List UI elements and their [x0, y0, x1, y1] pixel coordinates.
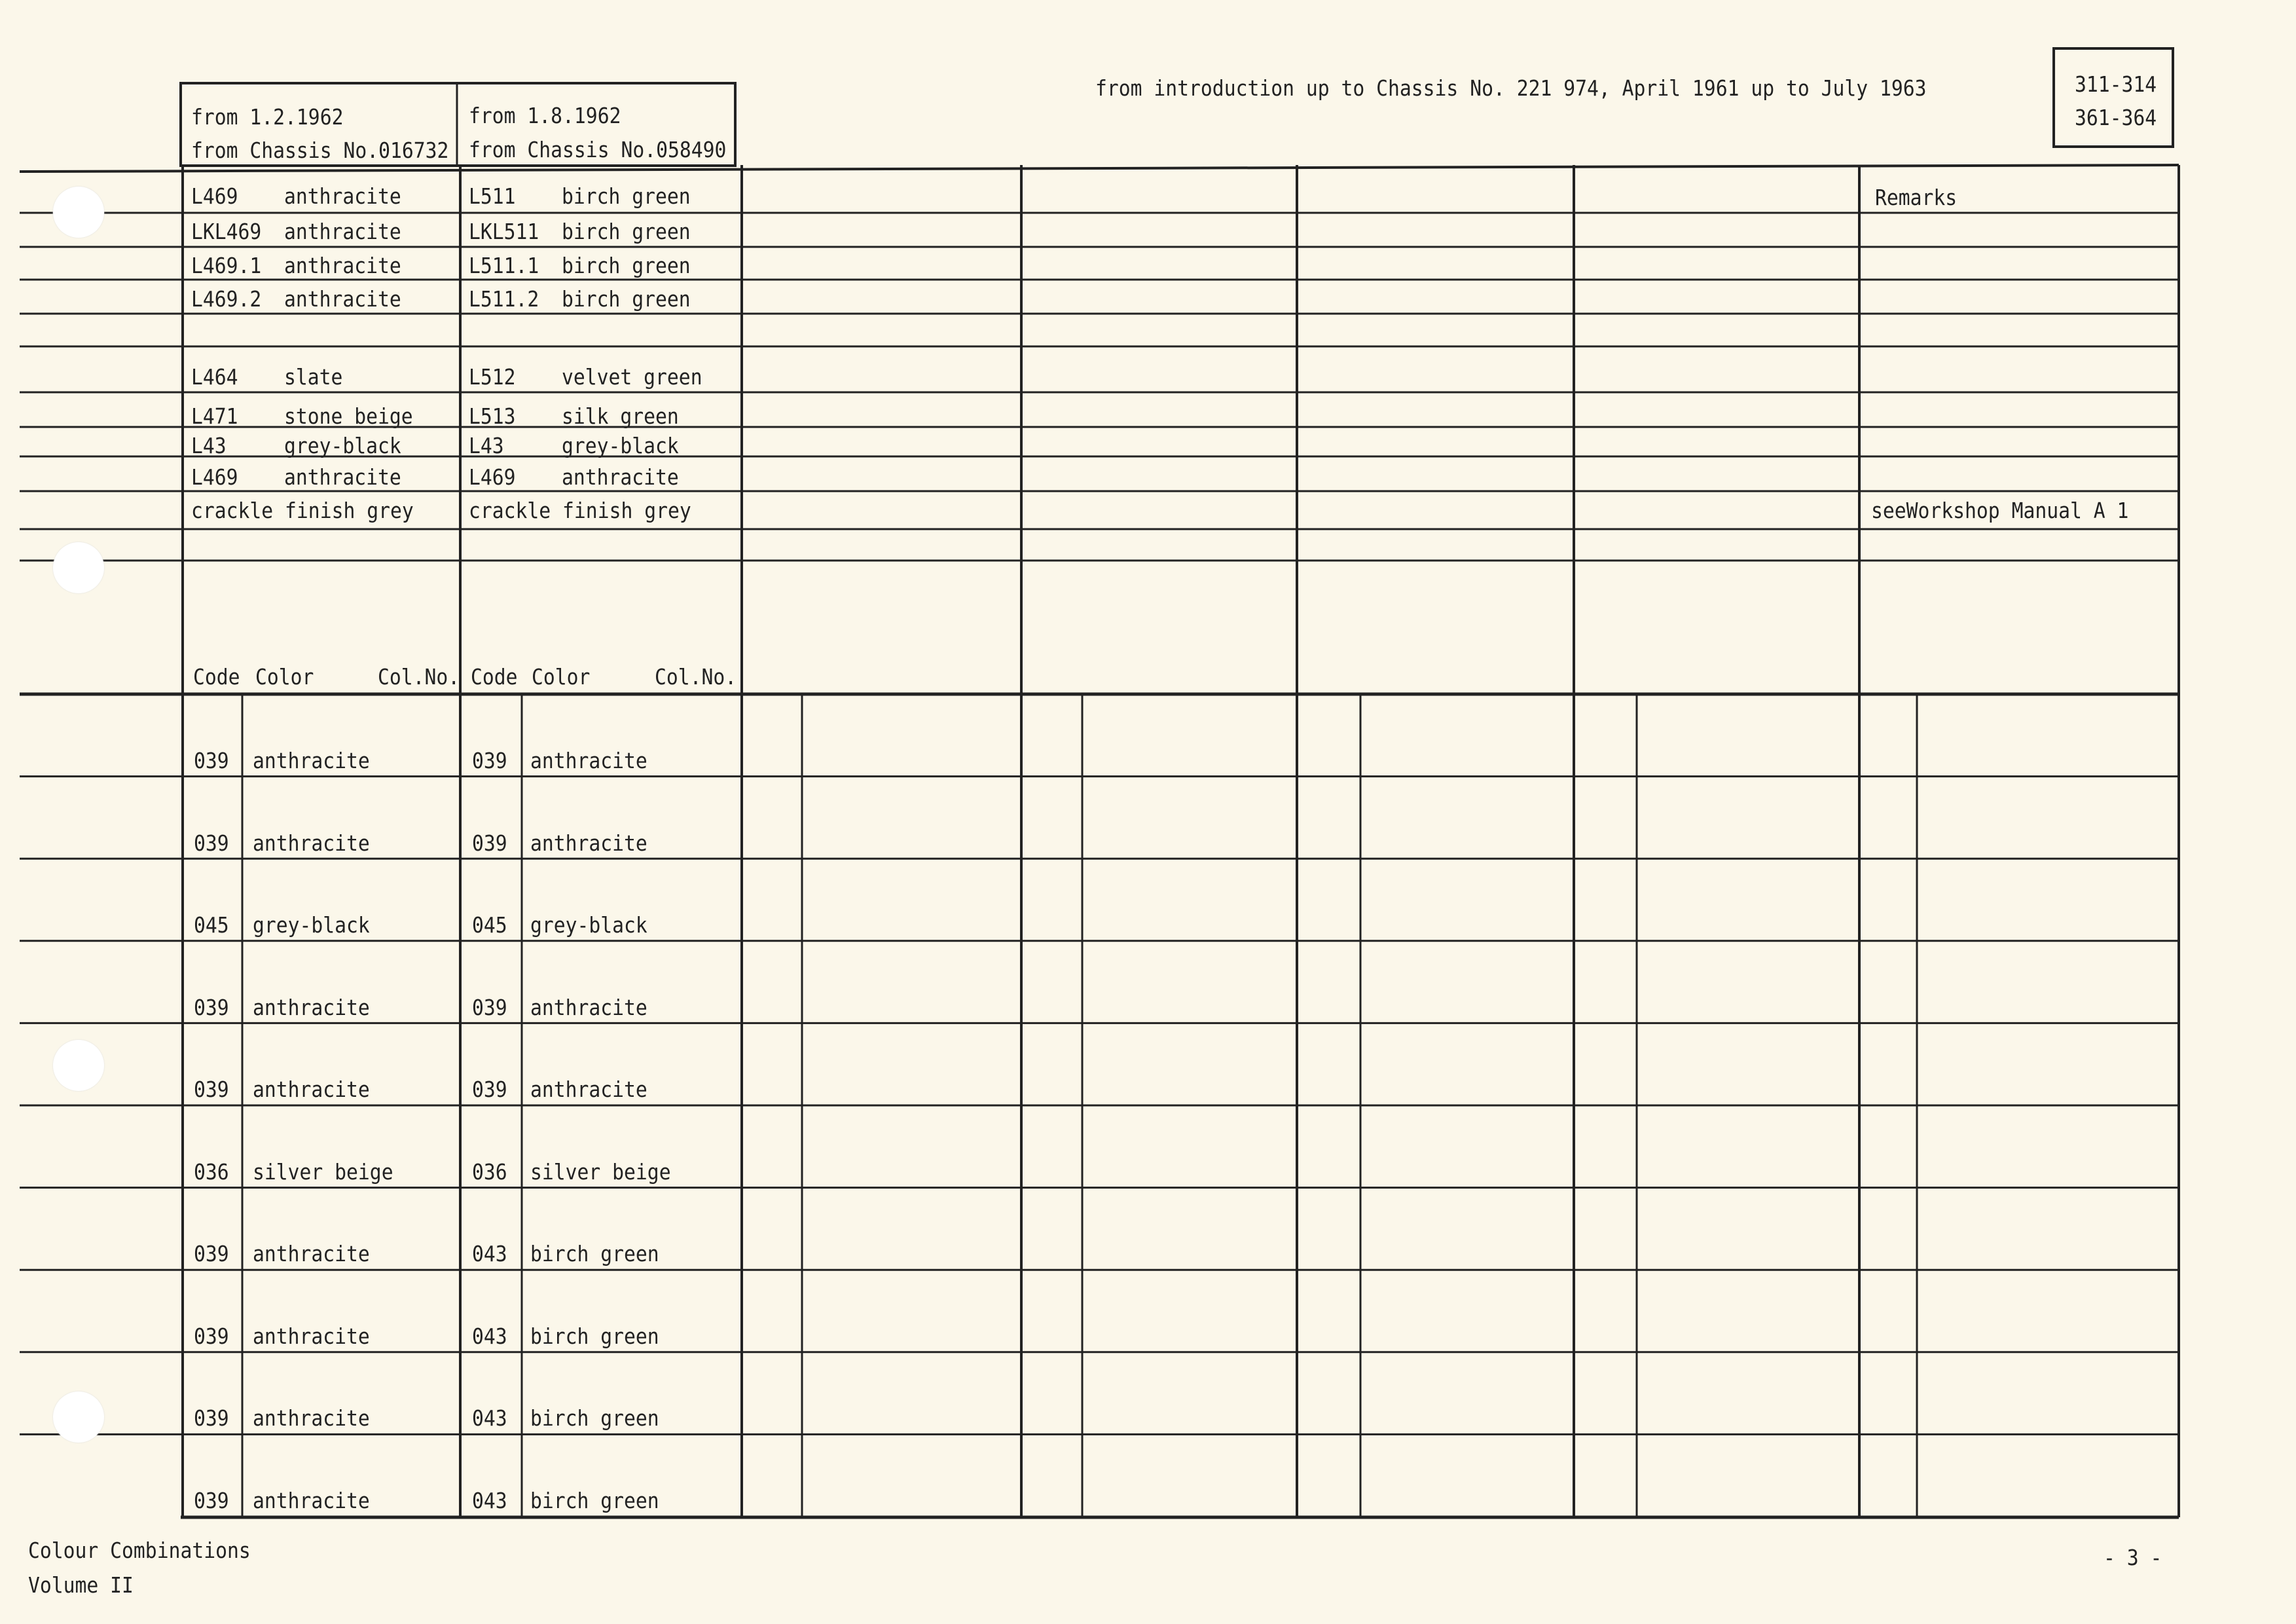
upholstery-row-color-2: birch green — [530, 1405, 659, 1431]
upholstery-row-color-1: anthracite — [253, 1241, 370, 1266]
upholstery-row-color-1: grey-black — [253, 912, 370, 938]
col2-code-caption: Code — [471, 664, 518, 690]
upholstery-row-color-2: grey-black — [530, 912, 647, 938]
upholstery-row-code-2: 043 — [472, 1488, 507, 1513]
page-number: - 3 - — [2104, 1545, 2162, 1570]
upholstery-row-code-2: 036 — [472, 1159, 507, 1185]
validity-note: from introduction up to Chassis No. 221 974, April 1961 up to July 1963 — [1095, 75, 1927, 101]
upholstery-row-code-2: 043 — [472, 1241, 507, 1266]
paint-row-code-2: L512 — [469, 364, 516, 390]
upholstery-row-code-2: 045 — [472, 912, 507, 938]
upholstery-row-color-2: anthracite — [530, 830, 647, 856]
upholstery-row-code-2: 043 — [472, 1405, 507, 1431]
upholstery-row-color-2: anthracite — [530, 995, 647, 1020]
upholstery-row-color-2: birch green — [530, 1241, 659, 1266]
paint-row-color-2: silk green — [562, 403, 679, 429]
upholstery-row-color-1: anthracite — [253, 1323, 370, 1349]
paint-row-code-1: crackle finish grey — [191, 498, 414, 523]
upholstery-row-code-1: 039 — [194, 1323, 229, 1349]
paint-row-color-2: birch green — [562, 183, 691, 209]
paint-row-color-2: grey-black — [562, 433, 679, 458]
upholstery-row-code-1: 039 — [194, 1077, 229, 1102]
upholstery-row-color-1: anthracite — [253, 1077, 370, 1102]
upholstery-row-code-1: 039 — [194, 830, 229, 856]
frame-box — [2054, 48, 2173, 147]
paint-row-color-1: anthracite — [284, 183, 401, 209]
col1-colno-caption: Col.No. — [378, 664, 460, 690]
upholstery-row-code-1: 036 — [194, 1159, 229, 1185]
upholstery-row-code-2: 039 — [472, 1077, 507, 1102]
paint-row-color-2: birch green — [562, 286, 691, 312]
col2-color-caption: Color — [532, 664, 591, 690]
paint-row-color-2: anthracite — [562, 464, 679, 490]
upholstery-row-code-2: 039 — [472, 995, 507, 1020]
binder-hole — [53, 542, 104, 593]
footer-title: Colour Combinations — [28, 1538, 251, 1563]
upholstery-row-color-2: anthracite — [530, 748, 647, 773]
paint-row-color-1: grey-black — [284, 433, 401, 458]
paint-row-code-1: L43 — [191, 433, 227, 458]
paint-row-code-2: crackle finish grey — [469, 498, 691, 523]
upholstery-row-code-1: 039 — [194, 1488, 229, 1513]
paint-row-color-1: stone beige — [284, 403, 413, 429]
upholstery-row-color-2: silver beige — [530, 1159, 671, 1185]
upholstery-row-color-2: birch green — [530, 1488, 659, 1513]
model-types-2: 361-364 — [2075, 105, 2157, 130]
paint-row-code-1: L471 — [191, 403, 238, 429]
upholstery-row-code-2: 043 — [472, 1323, 507, 1349]
paint-row-color-1: slate — [284, 364, 343, 390]
paint-row-code-2: LKL511 — [469, 219, 539, 244]
paint-row-code-1: LKL469 — [191, 219, 262, 244]
paint-row-code-1: L469 — [191, 464, 238, 490]
paint-row-code-2: L43 — [469, 433, 504, 458]
paint-row-code-2: L511.2 — [469, 286, 539, 312]
upholstery-row-color-2: birch green — [530, 1323, 659, 1349]
upholstery-row-color-1: anthracite — [253, 1488, 370, 1513]
upholstery-row-color-1: silver beige — [253, 1159, 393, 1185]
upholstery-row-color-2: anthracite — [530, 1077, 647, 1102]
binder-hole — [53, 1392, 104, 1443]
footer-volume: Volume II — [28, 1572, 134, 1598]
paint-row-code-2: L511 — [469, 183, 516, 209]
upholstery-row-color-1: anthracite — [253, 748, 370, 773]
paint-row-code-1: L469.1 — [191, 253, 262, 278]
upholstery-row-code-1: 039 — [194, 1405, 229, 1431]
upholstery-row-code-1: 045 — [194, 912, 229, 938]
upholstery-row-code-1: 039 — [194, 748, 229, 773]
paint-row-color-1: anthracite — [284, 286, 401, 312]
model-types-1: 311-314 — [2075, 71, 2157, 97]
upholstery-row-code-2: 039 — [472, 748, 507, 773]
paint-row-color-1: anthracite — [284, 253, 401, 278]
binder-hole — [53, 187, 104, 238]
paint-row-code-2: L513 — [469, 403, 516, 429]
upholstery-row-color-1: anthracite — [253, 995, 370, 1020]
upholstery-row-code-2: 039 — [472, 830, 507, 856]
paint-row-code-1: L469 — [191, 183, 238, 209]
paint-row-code-1: L464 — [191, 364, 238, 390]
upholstery-row-code-1: 039 — [194, 1241, 229, 1266]
paint-row-color-2: birch green — [562, 253, 691, 278]
period-2-date: from 1.8.1962 — [469, 103, 621, 128]
binder-hole — [53, 1040, 104, 1091]
upholstery-row-code-1: 039 — [194, 995, 229, 1020]
upholstery-row-color-1: anthracite — [253, 1405, 370, 1431]
col1-color-caption: Color — [255, 664, 314, 690]
paint-row-code-1: L469.2 — [191, 286, 262, 312]
period-1-date: from 1.2.1962 — [191, 104, 344, 130]
paint-row-code-2: L511.1 — [469, 253, 539, 278]
paint-row-color-1: anthracite — [284, 464, 401, 490]
paint-row-color-2: velvet green — [562, 364, 702, 390]
paint-row-code-2: L469 — [469, 464, 516, 490]
paint-row-remark-k: seeWorkshop Manual A 1 — [1871, 498, 2129, 523]
col1-code-caption: Code — [193, 664, 240, 690]
period-1-chassis: from Chassis No.016732 — [191, 138, 449, 163]
upholstery-row-color-1: anthracite — [253, 830, 370, 856]
col2-colno-caption: Col.No. — [655, 664, 737, 690]
paint-row-color-2: birch green — [562, 219, 691, 244]
paint-row-color-1: anthracite — [284, 219, 401, 244]
period-2-chassis: from Chassis No.058490 — [469, 137, 727, 162]
remarks-label: Remarks — [1875, 185, 1958, 210]
